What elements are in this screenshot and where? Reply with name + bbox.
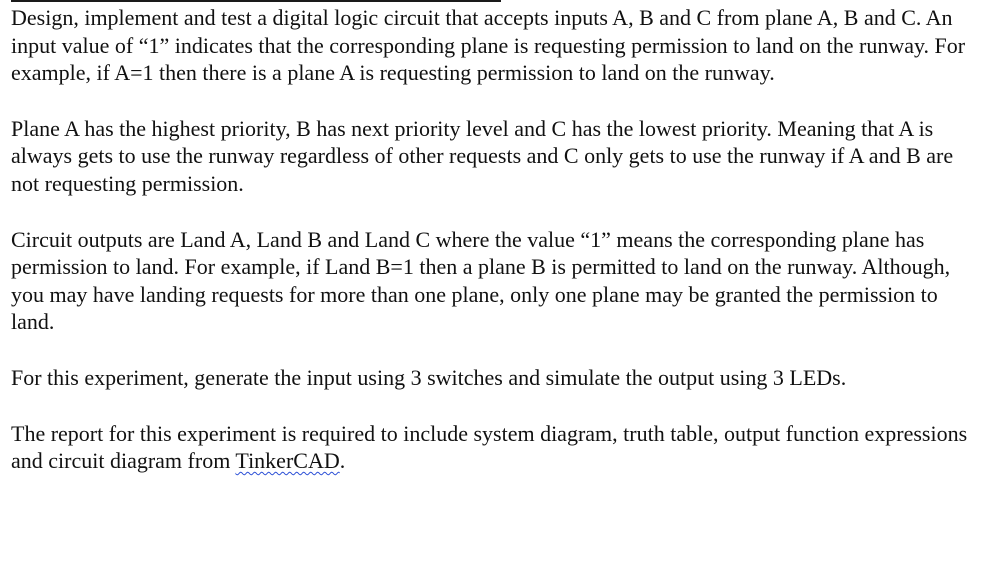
spellcheck-flagged-word[interactable]: TinkerCAD — [235, 448, 340, 474]
paragraph-priority-rules: Plane A has the highest priority, B has next priority level and C has the lowest priority. Meaning that A is always gets to use the runway regardless of other requests and C only gets to use the runway if A and B are not requesting permission. — [11, 115, 954, 196]
paragraph-experiment-setup: For this experiment, generate the input using 3 switches and simulate the output using 3 LEDs. — [11, 364, 847, 390]
report-text: The report for this experiment is required to include system diagram, truth table, output function expressions and circuit diagram from — [11, 420, 968, 474]
report-text-end: . — [339, 448, 346, 474]
paragraph-circuit-outputs: Circuit outputs are Land A, Land B and Land C where the value “1” means the corresponding plane has permission to land. For example, if Land B=1 then a plane B is permitted to land on the runway. Although, you may have landing requests for more than one plane, only one plane may be granted the permission to land. — [11, 226, 951, 335]
paragraph-report-requirements — [11, 420, 971, 475]
document-body — [11, 0, 971, 503]
paragraph-task-description: Design, implement and test a digital logic circuit that accepts inputs A, B and C from plane A, B and C. An input value of “1” indicates that the corresponding plane is requesting permission to land on the runway. For example, if A=1 then there is a plane A is requesting permission to land on the runway. — [11, 5, 966, 86]
